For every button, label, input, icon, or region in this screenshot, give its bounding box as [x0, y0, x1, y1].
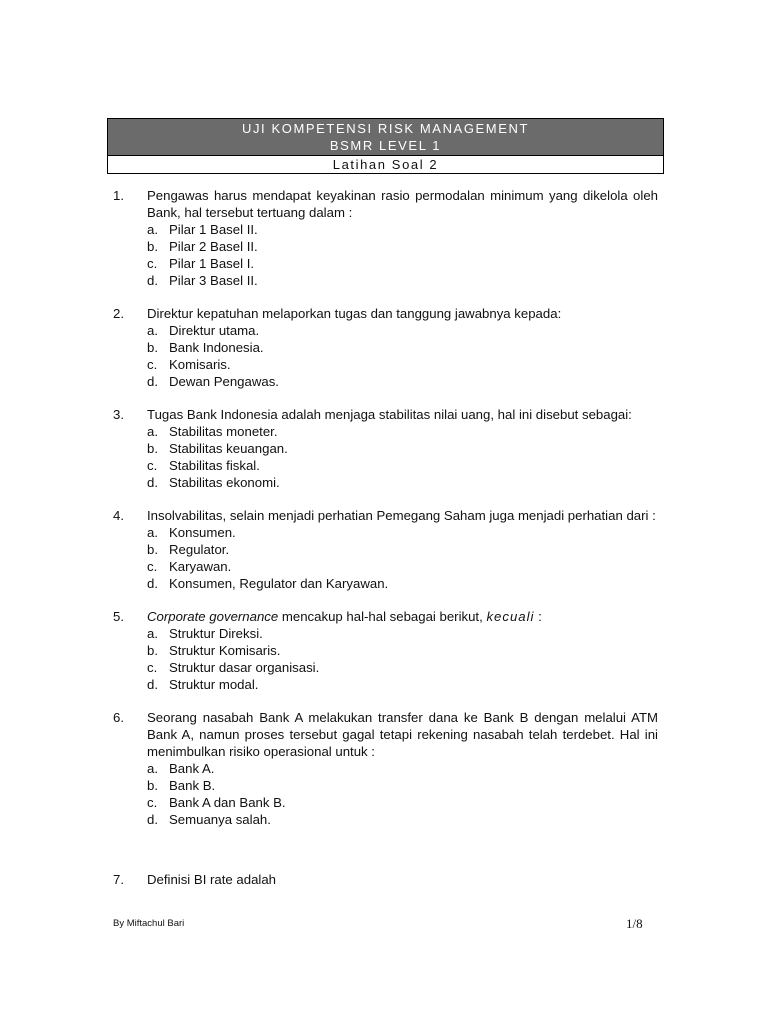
option-a: a. Bank A.: [147, 761, 215, 776]
option-d: d. Semuanya salah.: [147, 812, 271, 827]
option-d: d. Konsumen, Regulator dan Karyawan.: [147, 576, 389, 591]
question-text: Corporate governance mencakup hal-hal sebagai berikut, kecuali :: [147, 609, 542, 624]
question-number: 3.: [113, 407, 124, 422]
question-number: 6.: [113, 710, 124, 725]
option-b: b. Pilar 2 Basel II.: [147, 239, 258, 254]
option-c: c. Struktur dasar organisasi.: [147, 660, 320, 675]
question-text: Definisi BI rate adalah: [147, 872, 277, 887]
option-c: c. Pilar 1 Basel I.: [147, 256, 255, 271]
option-c: c. Stabilitas fiskal.: [147, 458, 260, 473]
question-4: [113, 507, 658, 592]
question-1: [113, 187, 658, 289]
option-b: b. Bank Indonesia.: [147, 340, 264, 355]
option-a: a. Stabilitas moneter.: [147, 424, 278, 439]
question-text: Pengawas harus mendapat keyakinan rasio permodalan minimum yang dikelola oleh Bank, hal tersebut tertuang dalam :: [147, 188, 658, 220]
option-a: a. Direktur utama.: [147, 323, 260, 338]
option-a: a. Struktur Direksi.: [147, 626, 263, 641]
question-number: 1.: [113, 188, 124, 203]
option-c: c. Karyawan.: [147, 559, 232, 574]
option-d: d. Dewan Pengawas.: [147, 374, 279, 389]
question-number: 2.: [113, 306, 124, 321]
footer-author: By Miftachul Bari: [113, 918, 185, 929]
option-c: c. Bank A dan Bank B.: [147, 795, 286, 810]
document-header: [107, 118, 664, 174]
question-6: [113, 709, 658, 828]
question-5: [113, 608, 658, 693]
option-d: d. Pilar 3 Basel II.: [147, 273, 258, 288]
question-text: Seorang nasabah Bank A melakukan transfer dana ke Bank B dengan melalui ATM Bank A, namun proses tersebut gagal tetapi rekening nasabah telah terdebet. Hal ini menimbulkan risiko operasional untuk :: [147, 710, 658, 759]
option-a: a. Konsumen.: [147, 525, 236, 540]
option-a: a. Pilar 1 Basel II.: [147, 222, 258, 237]
option-b: b. Struktur Komisaris.: [147, 643, 281, 658]
question-text: Insolvabilitas, selain menjadi perhatian Pemegang Saham juga menjadi perhatian dari :: [147, 508, 656, 523]
option-b: b. Regulator.: [147, 542, 230, 557]
option-d: d. Stabilitas ekonomi.: [147, 475, 280, 490]
question-3: [113, 406, 658, 491]
question-number: 4.: [113, 508, 124, 523]
header-title: UJI KOMPETENSI RISK MANAGEMENT: [241, 121, 530, 136]
option-d: d. Struktur modal.: [147, 677, 259, 692]
question-text: Direktur kepatuhan melaporkan tugas dan tanggung jawabnya kepada:: [147, 306, 562, 321]
question-7: [113, 871, 276, 888]
question-list: [113, 187, 658, 844]
option-b: b. Bank B.: [147, 778, 216, 793]
header-title-block: [108, 119, 663, 156]
question-number: 7.: [113, 872, 124, 887]
header-subtitle: Latihan Soal 2: [108, 156, 663, 173]
question-2: [113, 305, 658, 390]
question-number: 5.: [113, 609, 124, 624]
option-c: c. Komisaris.: [147, 357, 231, 372]
page-number: 1/8: [626, 916, 643, 931]
header-level: BSMR LEVEL 1: [329, 138, 442, 153]
question-text: Tugas Bank Indonesia adalah menjaga stabilitas nilai uang, hal ini disebut sebagai:: [147, 407, 632, 422]
option-b: b. Stabilitas keuangan.: [147, 441, 288, 456]
